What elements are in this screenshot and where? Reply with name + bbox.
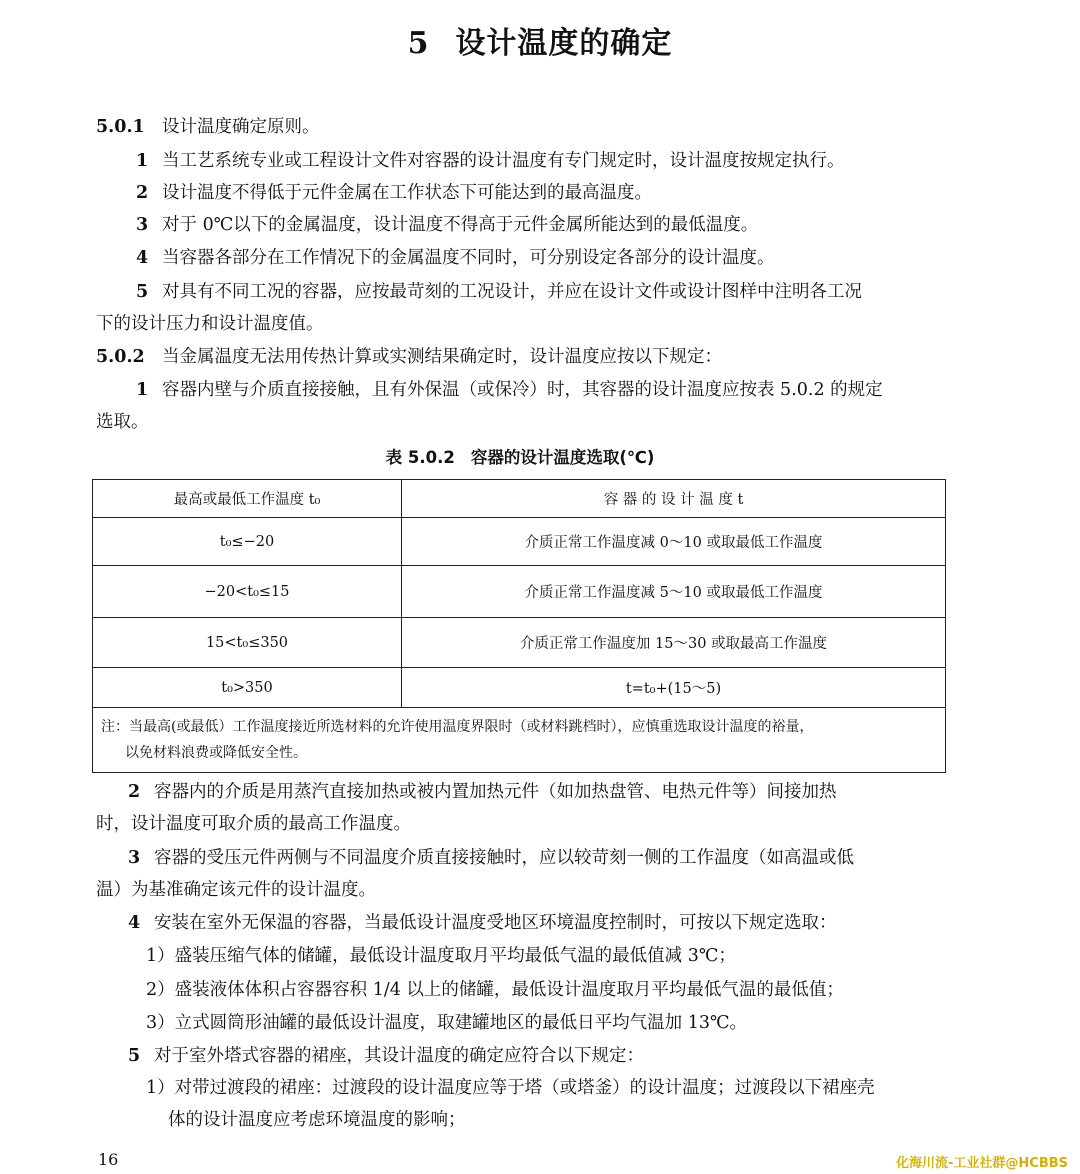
table-row bbox=[93, 618, 946, 668]
item-number: 4 bbox=[128, 913, 141, 933]
table-cell: t₀≤−20 bbox=[93, 518, 402, 566]
item-text: 容器内壁与介质直接接触，且有外保温（或保冷）时，其容器的设计温度应按表 5.0.2 的规定 bbox=[162, 380, 883, 400]
clause-item bbox=[128, 847, 854, 869]
header-cell: 容 器 的 设 计 温 度 t bbox=[402, 480, 946, 518]
clause-item bbox=[136, 150, 845, 172]
item-number: 2 bbox=[128, 782, 141, 802]
note-line: 以免材料浪费或降低安全性。 bbox=[125, 745, 307, 761]
page-title bbox=[0, 18, 1080, 62]
table-cell: −20<t₀≤15 bbox=[93, 566, 402, 618]
section-label: 5.0.2 bbox=[96, 347, 145, 367]
item-continuation: 体的设计温度应考虑环境温度的影响； bbox=[168, 1110, 466, 1130]
item-text: 设计温度不得低于元件金属在工作状态下可能达到的最高温度。 bbox=[162, 183, 652, 203]
item-text: 对于室外塔式容器的裙座，其设计温度的确定应符合以下规定： bbox=[154, 1046, 644, 1066]
item-number: 5 bbox=[128, 1046, 141, 1066]
chapter-title: 设计温度的确定 bbox=[455, 26, 673, 61]
item-number: 2 bbox=[136, 183, 149, 203]
table-title: 容器的设计温度选取(℃) bbox=[470, 448, 655, 467]
table-note-row bbox=[93, 708, 946, 773]
clause-item bbox=[136, 214, 758, 236]
item-text: 对于 0℃以下的金属温度，设计温度不得高于元件金属所能达到的最低温度。 bbox=[162, 215, 759, 235]
item-text: 对具有不同工况的容器，应按最苛刻的工况设计，并应在设计文件或设计图样中注明各工况 bbox=[162, 282, 862, 302]
item-number: 4 bbox=[136, 248, 149, 268]
header-cell: 最高或最低工作温度 t₀ bbox=[93, 480, 402, 518]
table-cell: t₀>350 bbox=[93, 668, 402, 708]
section-text: 设计温度确定原则。 bbox=[162, 117, 320, 137]
clause-item bbox=[136, 379, 883, 401]
sub-item: 3）立式圆筒形油罐的最低设计温度，取建罐地区的最低日平均气温加 13℃。 bbox=[146, 1013, 748, 1033]
item-number: 1 bbox=[136, 151, 149, 171]
chapter-number: 5 bbox=[407, 26, 430, 61]
section-501 bbox=[96, 116, 320, 138]
design-temperature-table bbox=[92, 479, 946, 773]
table-cell: 介质正常工作温度加 15～30 或取最高工作温度 bbox=[402, 618, 946, 668]
item-number: 3 bbox=[128, 848, 141, 868]
item-text: 容器的受压元件两侧与不同温度介质直接接触时，应以较苛刻一侧的工作温度（如高温或低 bbox=[154, 848, 854, 868]
clause-item bbox=[136, 247, 775, 269]
item-text: 当容器各部分在工作情况下的金属温度不同时，可分别设定各部分的设计温度。 bbox=[162, 248, 775, 268]
item-continuation: 时，设计温度可取介质的最高工作温度。 bbox=[96, 814, 411, 834]
table-cell: 15<t₀≤350 bbox=[93, 618, 402, 668]
clause-item bbox=[128, 912, 837, 934]
item-text: 容器内的介质是用蒸汽直接加热或被内置加热元件（如加热盘管、电热元件等）间接加热 bbox=[154, 782, 837, 802]
table-row bbox=[93, 518, 946, 566]
table-note bbox=[93, 708, 946, 773]
item-continuation: 温）为基准确定该元件的设计温度。 bbox=[96, 880, 376, 900]
clause-item bbox=[136, 182, 652, 204]
clause-item bbox=[128, 781, 837, 803]
item-number: 5 bbox=[136, 282, 149, 302]
table-cell: 介质正常工作温度减 5～10 或取最低工作温度 bbox=[402, 566, 946, 618]
page-number: 16 bbox=[98, 1150, 119, 1169]
watermark: 化海川流-工业社群@HCBBS bbox=[896, 1156, 1068, 1171]
section-text: 当金属温度无法用传热计算或实测结果确定时，设计温度应按以下规定： bbox=[162, 347, 722, 367]
item-text: 当工艺系统专业或工程设计文件对容器的设计温度有专门规定时，设计温度按规定执行。 bbox=[162, 151, 845, 171]
table-header-row bbox=[93, 480, 946, 518]
note-line: 注：当最高(或最低）工作温度接近所选材料的允许使用温度界限时（或材料跳档时），应慎重选取设计温度的裕量， bbox=[101, 719, 814, 735]
item-continuation: 下的设计压力和设计温度值。 bbox=[96, 314, 324, 334]
item-continuation: 选取。 bbox=[96, 412, 149, 432]
clause-item bbox=[128, 1045, 644, 1067]
table-caption bbox=[0, 444, 1040, 468]
table-cell: t=t₀+(15～5) bbox=[402, 668, 946, 708]
sub-item: 1）盛装压缩气体的储罐，最低设计温度取月平均最低气温的最低值减 3℃； bbox=[146, 946, 736, 966]
sub-item: 2）盛装液体体积占容器容积 1/4 以上的储罐，最低设计温度取月平均最低气温的最低值； bbox=[146, 980, 844, 1000]
item-number: 1 bbox=[136, 380, 149, 400]
table-row bbox=[93, 668, 946, 708]
item-number: 3 bbox=[136, 215, 149, 235]
clause-item bbox=[136, 281, 862, 303]
table-row bbox=[93, 566, 946, 618]
table-cell: 介质正常工作温度减 0～10 或取最低工作温度 bbox=[402, 518, 946, 566]
item-text: 安装在室外无保温的容器，当最低设计温度受地区环境温度控制时，可按以下规定选取： bbox=[154, 913, 837, 933]
section-502 bbox=[96, 346, 722, 368]
section-label: 5.0.1 bbox=[96, 117, 145, 137]
table-number: 表 5.0.2 bbox=[385, 448, 455, 467]
sub-item: 1）对带过渡段的裙座：过渡段的设计温度应等于塔（或塔釜）的设计温度；过渡段以下裙座壳 bbox=[146, 1078, 875, 1098]
